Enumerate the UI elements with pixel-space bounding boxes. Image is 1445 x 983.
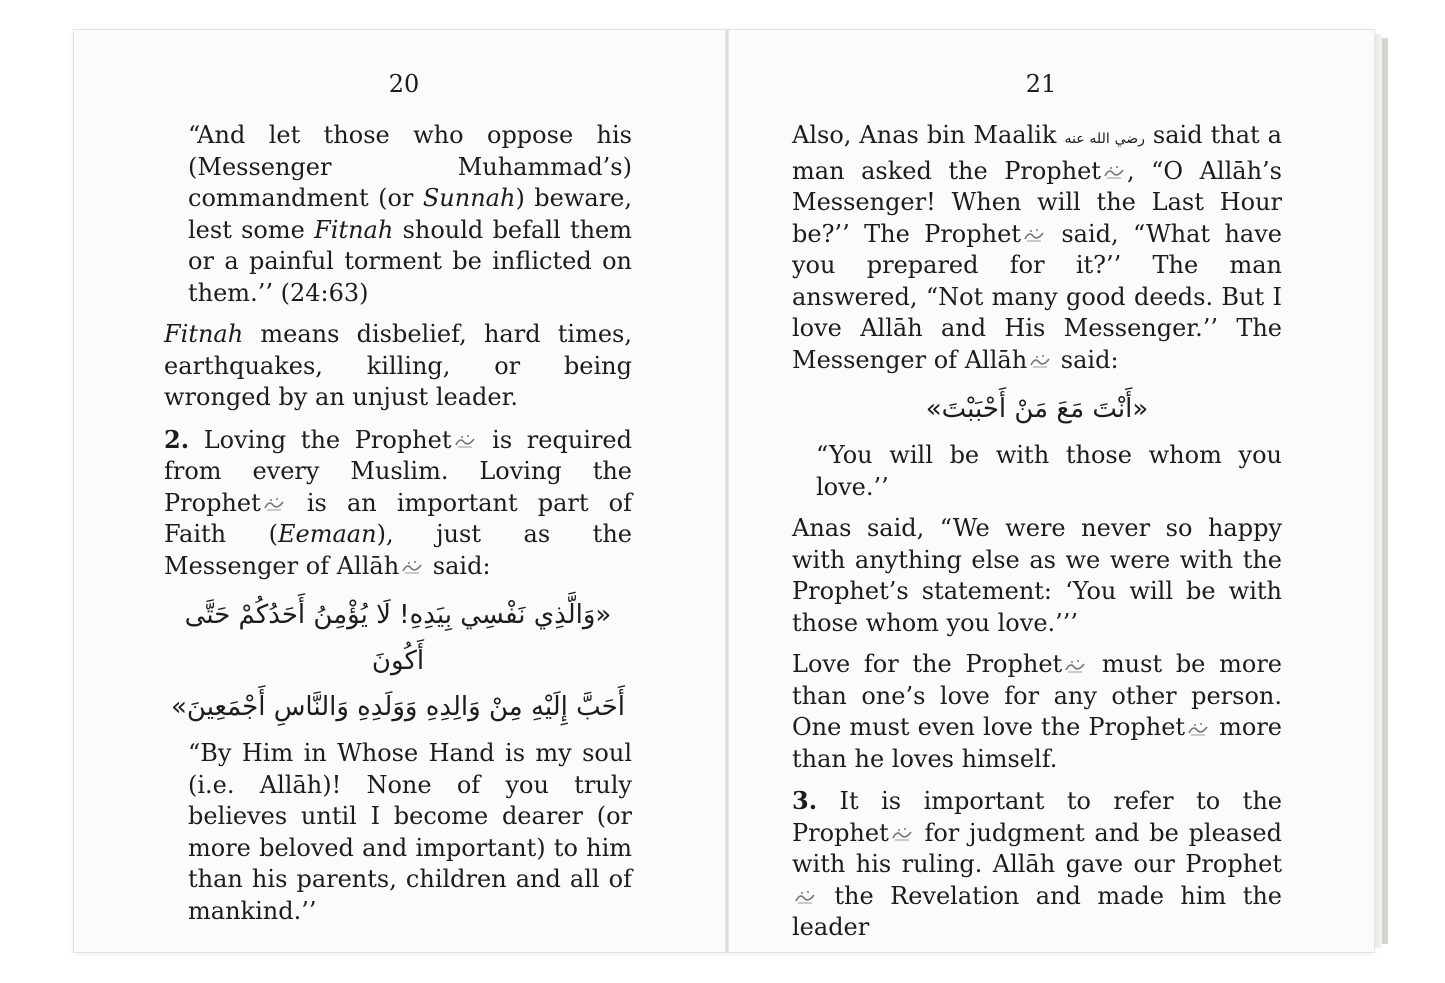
judgment-paragraph: 3. It is important to refer to the Prophet for judgment and be pleased with his ruling. Allāh gave our Prophet the Revelation and made him the leader	[792, 786, 1282, 941]
page-number: 21	[1025, 70, 1057, 98]
hadith-translation: “By Him in Whose Hand is my soul (i.e. Allāh)! None of you truly believes until I become dearer (or more beloved and important) to him than his parents, children and all of mankind.’’	[188, 739, 632, 925]
love-paragraph: Love for the Prophet must be more than one’s love for any other person. One must even love the Prophet more than he loves himself.	[792, 650, 1283, 773]
anas-paragraph: Also, Anas bin Maalik رضي الله عنه said that a man asked the Prophet , “O Allāh’s Messenger! When will the Last Hour be?’’ The Prophet said, “What have you prepared for it?’’ The man answered, “Not many good deeds. But I love Allāh and His Messenger.’’ The Messenger of Allāh said:	[792, 121, 1282, 374]
quran-quote: “And let those who oppose his (Messenger Muhammad’s) commandment (or Sunnah) beware, lest some Fitnah should befall them or a painful torment be inflicted on them.’’ (24:63)	[188, 121, 633, 307]
pbuh-icon	[1103, 164, 1125, 180]
right-page	[729, 30, 1374, 952]
pbuh-icon	[891, 826, 913, 842]
arabic-hadith: «وَالَّذِي نَفْسِي بِيَدِهِ! لَا يُؤْمِنُ أَحَدُكُمْ حَتَّى أَكُونَ أَحَبَّ إِلَيْهِ مِنْ وَالِدِهِ وَوَلَدِهِ وَالنَّاسِ أَجْمَعِينَ»	[171, 600, 625, 722]
pbuh-icon	[1029, 353, 1051, 369]
pbuh-icon	[794, 889, 816, 905]
radi-allahu-anhu: رضي الله عنه	[1064, 131, 1145, 147]
pbuh-icon	[401, 559, 423, 575]
right-page-text	[792, 120, 1282, 954]
pbuh-icon	[1187, 721, 1209, 737]
pbuh-icon	[1064, 658, 1086, 674]
hadith-translation: “You will be with those whom you love.’’	[816, 441, 1282, 501]
pbuh-icon	[454, 433, 476, 449]
fitnah-paragraph: Fitnah means disbelief, hard times, earthquakes, killing, or being wronged by an unjust leader.	[164, 320, 632, 411]
arabic-hadith: «أَنْتَ مَعَ مَنْ أَحْبَبْتَ»	[925, 394, 1149, 424]
page-edge	[1374, 34, 1382, 948]
left-page-text	[164, 120, 632, 937]
pbuh-icon	[1023, 227, 1045, 243]
loving-prophet-paragraph: 2. Loving the Prophet is required from every Muslim. Loving the Prophet is an important part of Faith (Eemaan), just as the Messenger of Allāh said:	[164, 424, 632, 580]
left-page	[74, 30, 724, 952]
open-book	[74, 30, 1374, 952]
page-number: 20	[388, 70, 420, 98]
anas-happy-paragraph: Anas said, “We were never so happy with anything else as we were with the Prophet’s statement: ‘You will be with those whom you love.’’’	[792, 514, 1282, 637]
page-edge-shadow	[1382, 38, 1388, 944]
pbuh-icon	[263, 496, 285, 512]
